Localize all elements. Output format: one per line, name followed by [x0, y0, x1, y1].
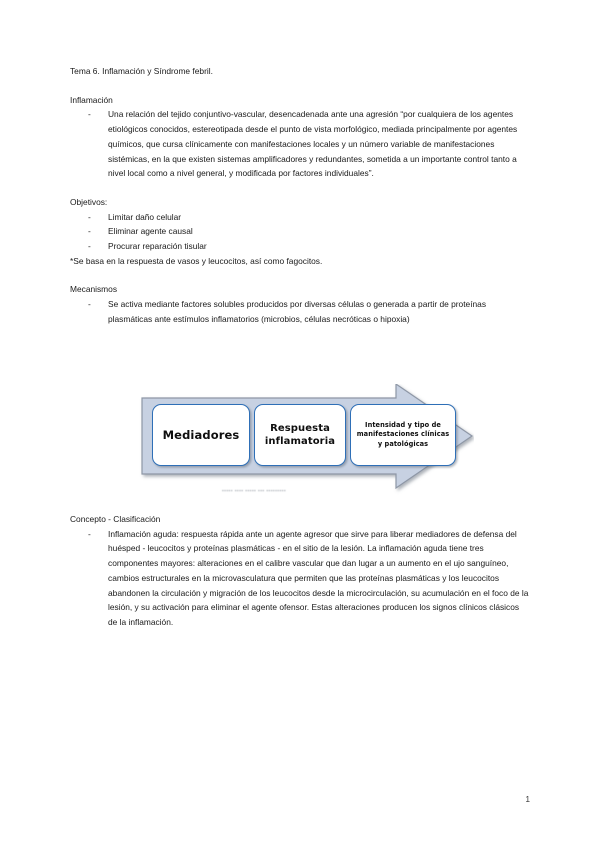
bullet-marker: -: [88, 109, 91, 120]
bullet-text-concepto: Inflamación aguda: respuesta rápida ante un agente agresor que sirve para liberar mediadores de defensa del huésped - leucocitos y proteínas plasmáticas - en el sitio de la lesión. La inflamación aguda tiene tres componentes mayores: alteraciones en el calibre vascular que dan lugar a un aumento en el ujo sanguíneo, cambios estructurales en la microvasculatura que permiten que las proteínas plasmáticas y los leucocitos abandonen la circulación y migración de los leucocitos desde la microcirculación, su acumulación en el foco de la lesión, y su activación para eliminar el agente ofensor. Estas alteraciones producen los signos clínicos clásicos de la inflamación.: [108, 528, 529, 627]
document-body-lower: [70, 512, 530, 630]
section-heading-concepto: Concepto - Clasificación: [70, 514, 161, 524]
objetivos-list: [70, 210, 530, 254]
page-number: 1: [525, 794, 530, 804]
list-item-label: Limitar daño celular: [108, 211, 182, 222]
step-label: Respuesta inflamatoria: [264, 423, 336, 447]
document-body: [70, 64, 530, 327]
bullet-marker: -: [88, 211, 91, 222]
list-item: [70, 210, 530, 225]
step-box-mediadores: [152, 404, 250, 466]
arrow-shape: [134, 384, 474, 504]
arrow-step-boxes: [152, 404, 456, 466]
bullet-mecanismos: [70, 297, 530, 326]
list-item-label: Procurar reparación tisular: [108, 241, 207, 252]
bullet-marker: -: [88, 528, 91, 539]
bullet-concepto: [70, 527, 530, 630]
process-arrow-figure: [134, 384, 474, 514]
list-item-label: Eliminar agente causal: [108, 226, 193, 237]
spacer: [70, 79, 530, 93]
spacer: [70, 181, 530, 195]
bullet-inflamacion: [70, 107, 530, 181]
bullet-text-mecanismos: Se activa mediante factores solubles producidos por diversas células o generada a partir de proteínas plasmáticas ante estímulos inflamatorios (microbios, células necróticas o hipoxia): [108, 299, 487, 324]
section-heading-mecanismos: Mecanismos: [70, 284, 118, 295]
list-item: [70, 239, 530, 254]
figure-caption: ▪▪▪▪▪ ▪▪▪▪ ▪▪▪▪▪ ▪▪▪ ▪▪▪▪▪▪▪▪▪: [222, 488, 287, 493]
bullet-marker: -: [88, 241, 91, 252]
section-heading-objetivos: Objetivos:: [70, 196, 108, 207]
bullet-marker: -: [88, 299, 91, 310]
section-heading-inflamacion: Inflamación: [70, 94, 113, 105]
step-box-respuesta-inflamatoria: [254, 404, 346, 466]
step-label: Intensidad y tipo de manifestaciones clínicas y patológicas: [356, 420, 450, 448]
document-title: Tema 6. Inflamación y Síndrome febril.: [70, 66, 213, 76]
bullet-text-inflamacion: Una relación del tejido conjuntivo-vascular, desencadenada ante una agresión “por cualquiera de los agentes etiológicos conocidos, estereotipada desde el punto de vista morfológico, mediada principalmente por agentes químicos, que cursa clínicamente con manifestaciones locales y un número variable de manifestaciones sistémicas, en la que existen sistemas amplificadores y redundantes, sometida a un importante control tanto a nivel local como a nivel general, y modificada por factores individuales”.: [108, 109, 518, 179]
objetivos-note: *Se basa en la respuesta de vasos y leucocitos, así como fagocitos.: [70, 255, 323, 266]
step-box-intensidad-manifestaciones: [350, 404, 456, 466]
step-label: Mediadores: [162, 427, 240, 442]
spacer: [70, 268, 530, 282]
list-item: [70, 224, 530, 239]
bullet-marker: -: [88, 226, 91, 237]
